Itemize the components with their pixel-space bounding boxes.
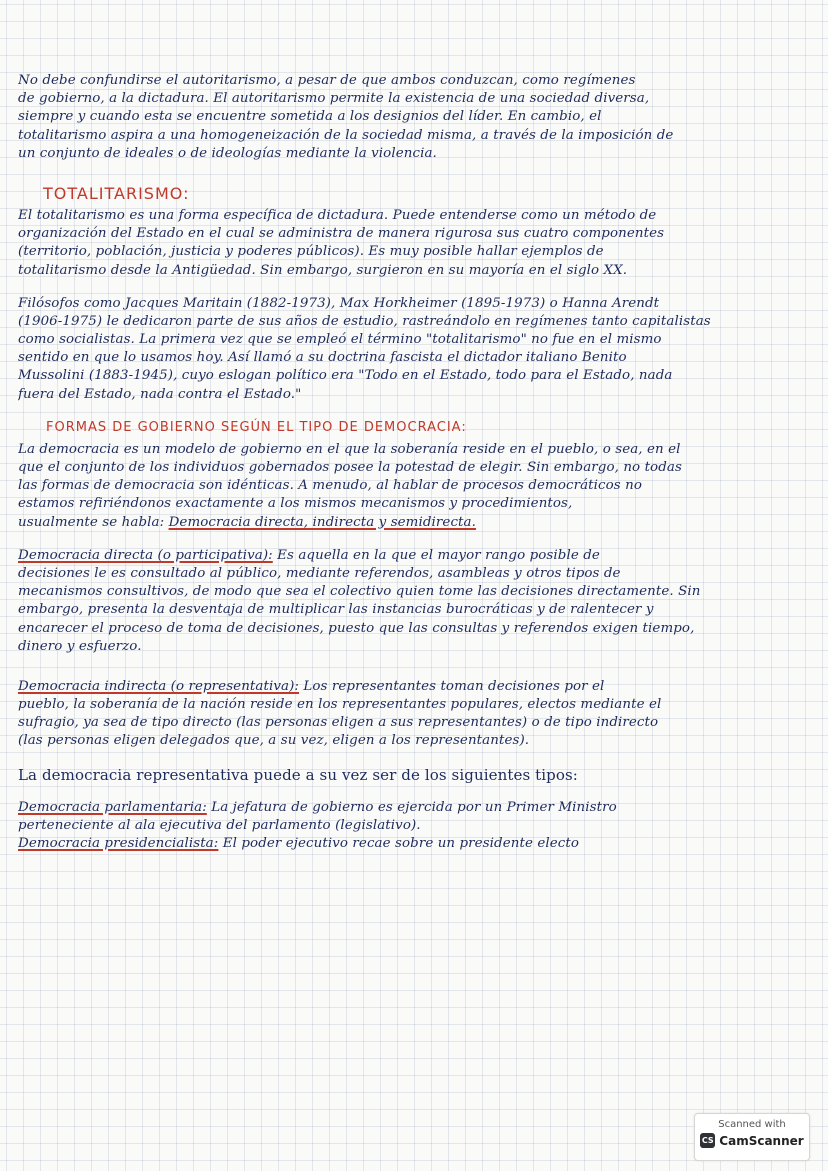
scanner-caption: Scanned with [718, 1119, 786, 1130]
camscanner-logo-icon: CS [700, 1133, 715, 1148]
intro-line: No debe confundirse el autoritarismo, a pesar de que ambos conduzcan, como regímenes [18, 73, 636, 88]
directa-first-line [18, 547, 818, 565]
indirecta-line: pueblo, la soberanía de la nación reside en los representantes populares, electos mediante el [18, 697, 662, 713]
intro-line: un conjunto de ideales o de ideologías mediante la violencia. [18, 145, 437, 161]
handwritten-notes [18, 72, 818, 853]
formas-line: que el conjunto de los individuos gobernados posee la potestad de elegir. Sin embargo, no todas [18, 460, 682, 475]
tipos-line: La democracia representativa puede a su vez ser de los siguientes tipos: [18, 765, 578, 784]
intro-line: siempre y cuando esta se encuentre sometida a los designios del líder. En cambio, el [18, 109, 602, 125]
filosofos-line: como socialistas. La primera vez que se empleó el término "totalitarismo" no fue en el mismo [18, 332, 662, 348]
term-democracia-directa: Democracia directa (o participativa): [18, 547, 273, 563]
totalitarismo-line: totalitarismo desde la Antigüedad. Sin embargo, surgieron en su mayoría en el siglo XX. [18, 262, 628, 278]
indirecta-line: (las personas eligen delegados que, a su vez, eligen a los representantes). [18, 733, 530, 749]
heading-formas-de-gobierno: FORMAS DE GOBIERNO SEGÚN EL TIPO DE DEMOCRACIA: [46, 419, 467, 435]
directa-line: mecanismos consultivos, de modo que sea el colectivo quien tome las decisiones directamente. Sin [18, 584, 701, 600]
formas-line: La democracia es un modelo de gobierno en el que la soberanía reside en el pueblo, o sea, en el [18, 441, 681, 457]
directa-first-text: Es aquella en la que el mayor rango posible de [277, 547, 600, 563]
presidencialista-text: El poder ejecutivo recae sobre un presidente electo [222, 836, 580, 852]
filosofos-line: Mussolini (1883-1945), cuyo eslogan político era "Todo en el Estado, todo para el Estado, nada [18, 368, 673, 384]
formas-last-line [18, 514, 818, 532]
camscanner-badge [694, 1113, 810, 1161]
totalitarismo-line: organización del Estado en el cual se administra de manera rigurosa sus cuatro componentes [18, 226, 665, 242]
indirecta-line: sufragio, ya sea de tipo directo (las personas eligen a sus representantes) o de tipo indirecto [18, 715, 659, 731]
parlamentaria-first-line [18, 799, 818, 817]
scanner-brand-name: CamScanner [719, 1133, 804, 1148]
directa-line: dinero y esfuerzo. [18, 638, 142, 654]
democracy-types-highlight: Democracia directa, indirecta y semidirecta. [168, 514, 476, 530]
indirecta-first-text: Los representantes toman decisiones por el [303, 678, 605, 694]
intro-line: de gobierno, a la dictadura. El autoritarismo permite la existencia de una sociedad diversa, [18, 91, 650, 107]
term-democracia-parlamentaria: Democracia parlamentaria: [18, 799, 207, 815]
filosofos-line: (1906-1975) le dedicaron parte de sus años de estudio, rastreándolo en regímenes tanto capitalistas [18, 313, 711, 329]
filosofos-line: fuera del Estado, nada contra el Estado." [18, 386, 302, 402]
directa-line: encarecer el proceso de toma de decisiones, puesto que las consultas y referendos exigen tiempo, [18, 620, 695, 636]
formas-line: estamos refiriéndonos exactamente a los mismos mecanismos y procedimientos, [18, 496, 573, 512]
intro-line: totalitarismo aspira a una homogeneización de la sociedad misma, a través de la imposición de [18, 127, 674, 143]
filosofos-line: sentido en que lo usamos hoy. Así llamó a su doctrina fascista el dictador italiano Benito [18, 350, 627, 366]
term-democracia-presidencialista: Democracia presidencialista: [18, 836, 219, 852]
scanner-brand [695, 1133, 809, 1148]
directa-line: decisiones le es consultado al público, mediante referendos, asambleas y otros tipos de [18, 565, 621, 581]
presidencialista-line [18, 835, 818, 853]
formas-last-prefix: usualmente se habla: [18, 514, 165, 530]
parlamentaria-first-text: La jefatura de gobierno es ejercida por un Primer Ministro [211, 799, 617, 815]
filosofos-line: Filósofos como Jacques Maritain (1882-1973), Max Horkheimer (1895-1973) o Hanna Arendt [18, 295, 660, 311]
formas-line: las formas de democracia son idénticas. A menudo, al hablar de procesos democráticos no [18, 478, 643, 494]
totalitarismo-line: El totalitarismo es una forma específica de dictadura. Puede entenderse como un método de [18, 207, 657, 223]
parlamentaria-line: perteneciente al ala ejecutiva del parlamento (legislativo). [18, 818, 421, 833]
heading-totalitarismo: TOTALITARISMO: [43, 183, 190, 203]
term-democracia-indirecta: Democracia indirecta (o representativa): [18, 678, 300, 694]
totalitarismo-line: (territorio, población, justicia y poderes públicos). Es muy posible hallar ejemplos de [18, 244, 604, 260]
directa-line: embargo, presenta la desventaja de multiplicar las instancias burocráticas y de ralentecer y [18, 602, 654, 618]
indirecta-first-line [18, 678, 818, 696]
